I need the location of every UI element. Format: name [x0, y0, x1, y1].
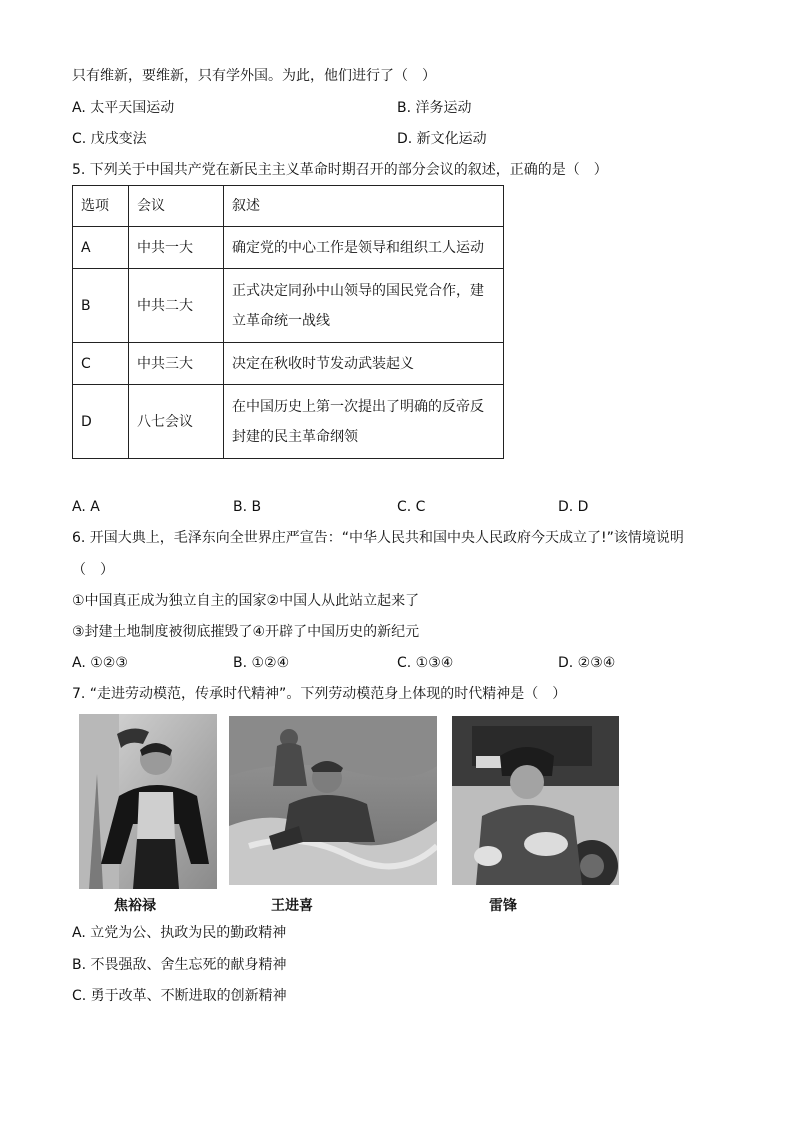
caption-wang-jinxi: 王进喜 — [271, 898, 313, 914]
table-header-cell: 选项 — [73, 186, 129, 227]
table-cell-description — [224, 269, 504, 343]
lei-feng-photo — [452, 716, 619, 885]
q6-option-c[interactable]: C. ①③④ — [397, 655, 454, 671]
q4-option-d[interactable]: D. 新文化运动 — [397, 131, 487, 147]
q7-stem: 7. “走进劳动模范，传承时代精神”。下列劳动模范身上体现的时代精神是（ ） — [72, 686, 567, 702]
q6-option-b[interactable]: B. ①②④ — [233, 655, 290, 671]
q4-stem: 只有维新，要维新，只有学外国。为此，他们进行了（ ） — [72, 68, 436, 84]
table-header-cell: 叙述 — [224, 186, 504, 227]
q4-option-c[interactable]: C. 戊戌变法 — [72, 131, 147, 147]
caption-jiao-yulu: 焦裕禄 — [114, 898, 156, 914]
q7-option-c[interactable]: C. 勇于改革、不断进取的创新精神 — [72, 988, 287, 1004]
q6-option-a[interactable]: A. ①②③ — [72, 655, 128, 671]
q7-option-a[interactable]: A. 立党为公、执政为民的勤政精神 — [72, 925, 287, 941]
table-cell-option: C — [73, 343, 129, 385]
q5-option-b[interactable]: B. B — [233, 499, 262, 515]
jiao-yulu-photo — [79, 714, 217, 889]
table-cell-description — [224, 227, 504, 269]
q6-stem-paren: （ ） — [72, 562, 114, 578]
description-line: 在中国历史上第一次提出了明确的反帝反 — [232, 398, 484, 415]
caption-lei-feng: 雷锋 — [489, 898, 517, 914]
table-row — [73, 343, 504, 385]
q6-statements-1: ①中国真正成为独立自主的国家②中国人从此站立起来了 — [72, 593, 420, 609]
description-line: 封建的民主革命纲领 — [232, 428, 358, 445]
table-row — [73, 227, 504, 269]
q6-statements-2: ③封建土地制度被彻底摧毁了④开辟了中国历史的新纪元 — [72, 624, 420, 640]
q4-option-b[interactable]: B. 洋务运动 — [397, 100, 472, 116]
table-cell-meeting: 中共三大 — [129, 343, 224, 385]
q5-stem: 5. 下列关于中国共产党在新民主主义革命时期召开的部分会议的叙述，正确的是（ ） — [72, 162, 608, 178]
description-line: 决定在秋收时节发动武装起义 — [232, 355, 414, 372]
table-cell-meeting: 中共一大 — [129, 227, 224, 269]
table-header-cell: 会议 — [129, 186, 224, 227]
table-cell-option: A — [73, 227, 129, 269]
description-line: 立革命统一战线 — [232, 312, 330, 329]
table-header-row — [73, 186, 504, 227]
q5-option-a[interactable]: A. A — [72, 499, 100, 515]
table-row — [73, 269, 504, 343]
description-line: 确定党的中心工作是领导和组织工人运动 — [232, 239, 484, 256]
q6-stem: 6. 开国大典上，毛泽东向全世界庄严宣告：“中华人民共和国中央人民政府今天成立了!”该情境说明 — [72, 530, 684, 546]
q4-option-a[interactable]: A. 太平天国运动 — [72, 100, 175, 116]
table-row — [73, 385, 504, 459]
table-cell-meeting: 八七会议 — [129, 385, 224, 459]
table-cell-option: B — [73, 269, 129, 343]
q5-option-d[interactable]: D. D — [558, 499, 589, 515]
wang-jinxi-photo — [229, 716, 437, 885]
table-cell-option: D — [73, 385, 129, 459]
q5-option-c[interactable]: C. C — [397, 499, 426, 515]
table-cell-meeting: 中共二大 — [129, 269, 224, 343]
q7-option-b[interactable]: B. 不畏强敌、舍生忘死的献身精神 — [72, 957, 287, 973]
table-cell-description — [224, 343, 504, 385]
description-line: 正式决定同孙中山领导的国民党合作，建 — [232, 282, 484, 299]
q5-meeting-table — [72, 185, 504, 459]
table-cell-description — [224, 385, 504, 459]
q6-option-d[interactable]: D. ②③④ — [558, 655, 616, 671]
